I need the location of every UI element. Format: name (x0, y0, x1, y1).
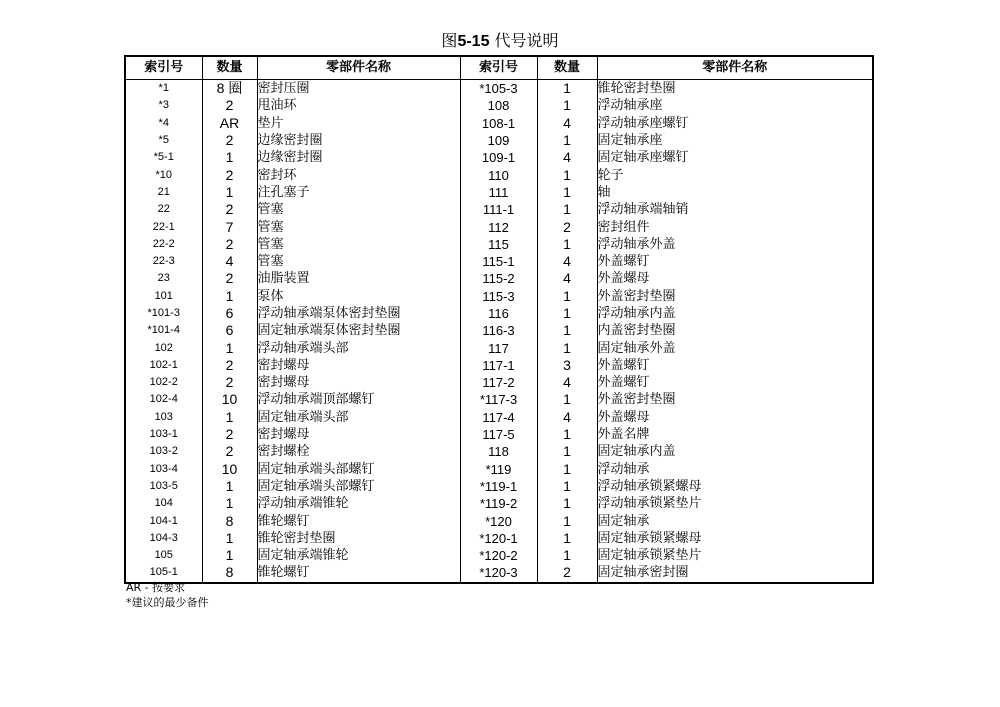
right-index-cell: 111-1 (460, 201, 537, 218)
footnote-spare: *建议的最少备件 (126, 596, 209, 609)
left-index-cell: 102 (125, 339, 202, 356)
right-qty-cell: 4 (537, 409, 597, 426)
right-index-cell: 108-1 (460, 115, 537, 132)
right-index-cell: 118 (460, 443, 537, 460)
left-qty-cell: 7 (202, 218, 257, 235)
right-name-cell: 浮动轴承 (597, 461, 873, 478)
left-qty-cell: 2 (202, 166, 257, 183)
left-index-cell: 101 (125, 288, 202, 305)
table-row (125, 305, 873, 322)
table-row (125, 530, 873, 547)
table-row (125, 218, 873, 235)
left-index-cell: *10 (125, 166, 202, 183)
right-qty-cell: 1 (537, 132, 597, 149)
left-name-cell: 浮动轴承端顶部螺钉 (257, 391, 460, 408)
right-qty-cell: 1 (537, 184, 597, 201)
left-qty-cell: 1 (202, 149, 257, 166)
right-name-cell: 固定轴承锁紧螺母 (597, 530, 873, 547)
right-name-cell: 外盖螺钉 (597, 357, 873, 374)
right-index-cell: *117-3 (460, 391, 537, 408)
table-row (125, 426, 873, 443)
title-prefix: 图 (441, 31, 458, 50)
right-qty-cell: 1 (537, 547, 597, 564)
right-qty-cell: 1 (537, 166, 597, 183)
left-index-cell: 103 (125, 409, 202, 426)
right-name-cell: 固定轴承座螺钉 (597, 149, 873, 166)
table-row (125, 201, 873, 218)
left-qty-cell: 6 (202, 322, 257, 339)
right-index-cell: 111 (460, 184, 537, 201)
left-name-cell: 管塞 (257, 201, 460, 218)
left-qty-cell: 1 (202, 409, 257, 426)
title-number: 5-15 (457, 33, 490, 50)
left-index-cell: 105-1 (125, 564, 202, 582)
left-index-cell: 103-5 (125, 478, 202, 495)
left-qty-cell: 8 圈 (202, 80, 257, 98)
left-qty-cell: 1 (202, 339, 257, 356)
left-index-cell: 104 (125, 495, 202, 512)
header-index-right: 索引号 (460, 56, 537, 80)
header-qty-left: 数量 (202, 56, 257, 80)
right-index-cell: *119 (460, 461, 537, 478)
left-name-cell: 固定轴承端头部螺钉 (257, 478, 460, 495)
right-index-cell: 116 (460, 305, 537, 322)
right-name-cell: 浮动轴承锁紧垫片 (597, 495, 873, 512)
right-index-cell: 117 (460, 339, 537, 356)
right-qty-cell: 1 (537, 443, 597, 460)
left-qty-cell: 1 (202, 530, 257, 547)
table-row (125, 495, 873, 512)
right-name-cell: 固定轴承座 (597, 132, 873, 149)
left-name-cell: 锥轮螺钉 (257, 564, 460, 582)
right-name-cell: 外盖名牌 (597, 426, 873, 443)
right-qty-cell: 1 (537, 236, 597, 253)
left-index-cell: 103-4 (125, 461, 202, 478)
right-name-cell: 锥轮密封垫圈 (597, 80, 873, 98)
left-name-cell: 锥轮螺钉 (257, 512, 460, 529)
left-index-cell: 102-4 (125, 391, 202, 408)
left-qty-cell: 2 (202, 357, 257, 374)
left-name-cell: 管塞 (257, 218, 460, 235)
left-index-cell: *101-3 (125, 305, 202, 322)
right-qty-cell: 1 (537, 478, 597, 495)
left-index-cell: 22-2 (125, 236, 202, 253)
table-row (125, 339, 873, 356)
table-row (125, 512, 873, 529)
right-index-cell: 117-1 (460, 357, 537, 374)
right-name-cell: 固定轴承内盖 (597, 443, 873, 460)
left-name-cell: 浮动轴承端泵体密封垫圈 (257, 305, 460, 322)
right-qty-cell: 4 (537, 253, 597, 270)
left-qty-cell: 8 (202, 564, 257, 582)
left-index-cell: *3 (125, 97, 202, 114)
right-qty-cell: 1 (537, 97, 597, 114)
right-index-cell: 109-1 (460, 149, 537, 166)
right-qty-cell: 3 (537, 357, 597, 374)
left-qty-cell: 1 (202, 288, 257, 305)
right-name-cell: 轴 (597, 184, 873, 201)
left-name-cell: 固定轴承端泵体密封垫圈 (257, 322, 460, 339)
right-index-cell: *120-3 (460, 564, 537, 582)
right-name-cell: 浮动轴承座螺钉 (597, 115, 873, 132)
right-index-cell: *119-1 (460, 478, 537, 495)
table-row (125, 547, 873, 564)
left-qty-cell: 1 (202, 478, 257, 495)
left-index-cell: 22 (125, 201, 202, 218)
right-index-cell: *120-1 (460, 530, 537, 547)
right-name-cell: 外盖螺钉 (597, 374, 873, 391)
right-qty-cell: 1 (537, 391, 597, 408)
right-name-cell: 外盖螺母 (597, 270, 873, 287)
left-name-cell: 固定轴承端头部螺钉 (257, 461, 460, 478)
table-row (125, 80, 873, 98)
right-index-cell: 115-2 (460, 270, 537, 287)
right-index-cell: *120-2 (460, 547, 537, 564)
right-index-cell: *119-2 (460, 495, 537, 512)
right-qty-cell: 1 (537, 512, 597, 529)
left-name-cell: 密封压圈 (257, 80, 460, 98)
right-index-cell: 109 (460, 132, 537, 149)
header-qty-right: 数量 (537, 56, 597, 80)
table-row (125, 461, 873, 478)
right-index-cell: 108 (460, 97, 537, 114)
table-row (125, 236, 873, 253)
left-name-cell: 边缘密封圈 (257, 132, 460, 149)
right-index-cell: 116-3 (460, 322, 537, 339)
left-qty-cell: 2 (202, 201, 257, 218)
table-row (125, 478, 873, 495)
left-name-cell: 甩油环 (257, 97, 460, 114)
left-index-cell: 22-1 (125, 218, 202, 235)
left-name-cell: 密封螺母 (257, 357, 460, 374)
table-row (125, 357, 873, 374)
right-name-cell: 外盖密封垫圈 (597, 391, 873, 408)
left-qty-cell: 1 (202, 184, 257, 201)
right-index-cell: 117-5 (460, 426, 537, 443)
right-qty-cell: 4 (537, 270, 597, 287)
table-row (125, 288, 873, 305)
right-qty-cell: 4 (537, 115, 597, 132)
left-qty-cell: AR (202, 115, 257, 132)
table-row (125, 253, 873, 270)
right-name-cell: 固定轴承外盖 (597, 339, 873, 356)
code-table (124, 55, 874, 584)
right-index-cell: 117-4 (460, 409, 537, 426)
right-index-cell: 115 (460, 236, 537, 253)
table-row (125, 322, 873, 339)
left-name-cell: 管塞 (257, 253, 460, 270)
right-index-cell: *105-3 (460, 80, 537, 98)
left-name-cell: 锥轮密封垫圈 (257, 530, 460, 547)
right-name-cell: 内盖密封垫圈 (597, 322, 873, 339)
table-row (125, 374, 873, 391)
left-name-cell: 密封螺母 (257, 374, 460, 391)
left-name-cell: 固定轴承端锥轮 (257, 547, 460, 564)
left-qty-cell: 2 (202, 443, 257, 460)
right-name-cell: 外盖螺钉 (597, 253, 873, 270)
left-qty-cell: 1 (202, 495, 257, 512)
right-qty-cell: 2 (537, 564, 597, 582)
right-name-cell: 轮子 (597, 166, 873, 183)
right-qty-cell: 1 (537, 426, 597, 443)
header-row (125, 56, 873, 80)
table-row (125, 115, 873, 132)
header-name-right: 零部件名称 (597, 56, 873, 80)
right-name-cell: 固定轴承 (597, 512, 873, 529)
header-index-left: 索引号 (125, 56, 202, 80)
right-qty-cell: 2 (537, 218, 597, 235)
right-index-cell: 115-1 (460, 253, 537, 270)
right-qty-cell: 1 (537, 495, 597, 512)
left-index-cell: 21 (125, 184, 202, 201)
right-qty-cell: 1 (537, 339, 597, 356)
left-name-cell: 注孔塞子 (257, 184, 460, 201)
left-index-cell: 102-2 (125, 374, 202, 391)
right-name-cell: 外盖螺母 (597, 409, 873, 426)
left-qty-cell: 8 (202, 512, 257, 529)
left-index-cell: 23 (125, 270, 202, 287)
right-name-cell: 固定轴承密封圈 (597, 564, 873, 582)
left-name-cell: 边缘密封圈 (257, 149, 460, 166)
table-row (125, 443, 873, 460)
left-index-cell: *5 (125, 132, 202, 149)
left-index-cell: 103-2 (125, 443, 202, 460)
right-index-cell: 115-3 (460, 288, 537, 305)
right-name-cell: 密封组件 (597, 218, 873, 235)
left-name-cell: 浮动轴承端头部 (257, 339, 460, 356)
right-qty-cell: 1 (537, 201, 597, 218)
table-row (125, 132, 873, 149)
table-row (125, 409, 873, 426)
left-index-cell: 22-3 (125, 253, 202, 270)
left-qty-cell: 2 (202, 374, 257, 391)
left-qty-cell: 10 (202, 461, 257, 478)
header-name-left: 零部件名称 (257, 56, 460, 80)
left-index-cell: *1 (125, 80, 202, 98)
table-body (125, 80, 873, 583)
left-qty-cell: 2 (202, 426, 257, 443)
right-name-cell: 浮动轴承座 (597, 97, 873, 114)
title-suffix: 代号说明 (489, 31, 559, 50)
left-name-cell: 浮动轴承端锥轮 (257, 495, 460, 512)
right-index-cell: 117-2 (460, 374, 537, 391)
left-index-cell: 102-1 (125, 357, 202, 374)
right-qty-cell: 1 (537, 530, 597, 547)
left-qty-cell: 1 (202, 547, 257, 564)
right-name-cell: 浮动轴承锁紧螺母 (597, 478, 873, 495)
right-name-cell: 浮动轴承端轴销 (597, 201, 873, 218)
left-name-cell: 固定轴承端头部 (257, 409, 460, 426)
left-name-cell: 油脂装置 (257, 270, 460, 287)
right-qty-cell: 1 (537, 322, 597, 339)
left-qty-cell: 2 (202, 97, 257, 114)
footnotes (126, 580, 209, 610)
left-name-cell: 泵体 (257, 288, 460, 305)
right-name-cell: 浮动轴承内盖 (597, 305, 873, 322)
table-row (125, 270, 873, 287)
right-qty-cell: 1 (537, 461, 597, 478)
left-index-cell: 104-1 (125, 512, 202, 529)
left-name-cell: 管塞 (257, 236, 460, 253)
right-name-cell: 浮动轴承外盖 (597, 236, 873, 253)
table-row (125, 391, 873, 408)
left-index-cell: 105 (125, 547, 202, 564)
left-qty-cell: 2 (202, 236, 257, 253)
left-index-cell: *4 (125, 115, 202, 132)
left-qty-cell: 6 (202, 305, 257, 322)
left-index-cell: *101-4 (125, 322, 202, 339)
left-name-cell: 密封螺母 (257, 426, 460, 443)
right-index-cell: *120 (460, 512, 537, 529)
table-row (125, 97, 873, 114)
right-index-cell: 110 (460, 166, 537, 183)
left-qty-cell: 2 (202, 270, 257, 287)
left-index-cell: 103-1 (125, 426, 202, 443)
left-name-cell: 密封螺栓 (257, 443, 460, 460)
left-name-cell: 垫片 (257, 115, 460, 132)
left-index-cell: *5-1 (125, 149, 202, 166)
page-title (0, 30, 1000, 53)
right-qty-cell: 4 (537, 374, 597, 391)
right-name-cell: 外盖密封垫圈 (597, 288, 873, 305)
left-qty-cell: 10 (202, 391, 257, 408)
left-name-cell: 密封环 (257, 166, 460, 183)
right-qty-cell: 1 (537, 80, 597, 98)
table-row (125, 184, 873, 201)
right-index-cell: 112 (460, 218, 537, 235)
left-qty-cell: 4 (202, 253, 257, 270)
right-qty-cell: 1 (537, 288, 597, 305)
right-qty-cell: 1 (537, 305, 597, 322)
right-name-cell: 固定轴承锁紧垫片 (597, 547, 873, 564)
table-row (125, 564, 873, 582)
left-index-cell: 104-3 (125, 530, 202, 547)
table-row (125, 166, 873, 183)
right-qty-cell: 4 (537, 149, 597, 166)
left-qty-cell: 2 (202, 132, 257, 149)
footnote-ar: AR - 按要求 (126, 581, 186, 594)
table-row (125, 149, 873, 166)
